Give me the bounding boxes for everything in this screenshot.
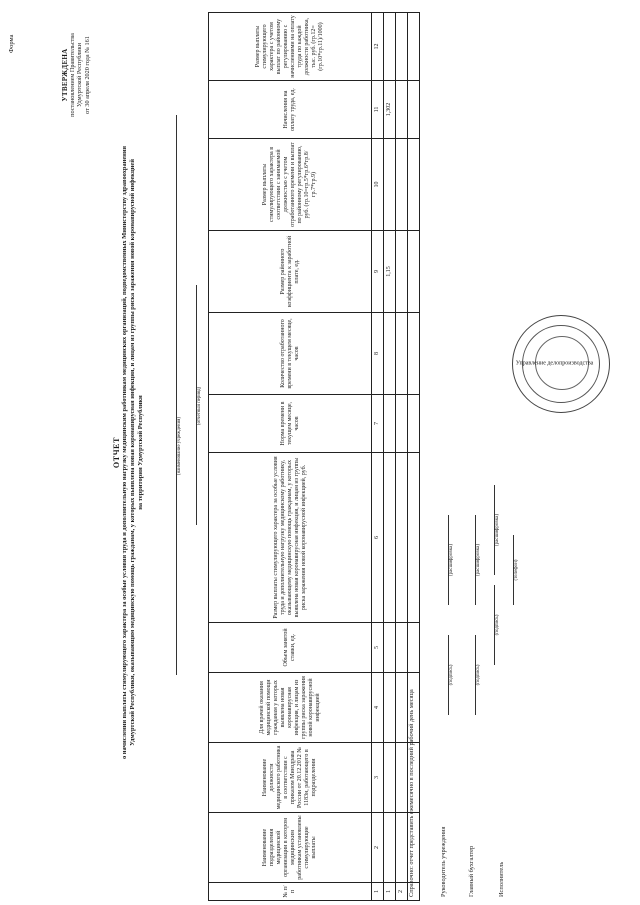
table-cell	[408, 13, 420, 81]
approval-line-3: от 30 апреля 2020 года № 161	[83, 36, 91, 114]
approval-title: УТВЕРЖДЕНА	[61, 48, 69, 102]
table-cell	[396, 81, 408, 139]
signature-caption: (расшифровка)	[476, 544, 481, 576]
table-cell: 2	[396, 883, 408, 901]
approval-block	[62, 5, 91, 145]
table-header-cell: Размер районного коэффициента к заработной плате, ед.	[209, 231, 372, 313]
table-row	[384, 13, 396, 901]
table-header-cell: Размер выплаты стимулирующего характера в соответствии с занимаемой должностью с учетом отработанного времени и выплат по районному регулированию, руб. (гр.10=гр.5*гр.6*гр.8/гр.7*гр.9)	[209, 139, 372, 231]
table-cell: 1,302	[384, 81, 396, 139]
table-cell	[408, 81, 420, 139]
table-cell	[384, 453, 396, 623]
table-cell: 1	[384, 883, 396, 901]
footnote: Справочно: отчет представить ежемесячно в последний рабочий день месяца	[408, 689, 415, 897]
table-cell	[384, 813, 396, 883]
table-cell	[384, 395, 396, 453]
table-cell	[384, 313, 396, 395]
table-header-cell: Размер выплаты стимулирующего характера за особые условия труда и дополнительную нагрузку медицинскому работнику, оказывающему медицинскую помощь гражданам, у которых выявлена новая коронавирусная инфекция, и лицам из группы риска заражения новой коронавирусной инфекцией, руб.	[209, 453, 372, 623]
column-number: 2	[372, 813, 384, 883]
column-number: 1	[372, 883, 384, 901]
column-number: 5	[372, 623, 384, 673]
report-subtitle-3: на территории Удмуртской Республики	[137, 395, 144, 510]
table-cell	[384, 623, 396, 673]
table-header-cell: Наименование должности медицинского работника в соответствии с приказом Минздрава России от 20.12.2012 № 1183н, работающего в подразделении	[209, 743, 372, 813]
approval-line-1: постановлением Правительства	[69, 33, 77, 117]
report-title-block	[112, 40, 145, 865]
column-number: 9	[372, 231, 384, 313]
table-cell	[396, 395, 408, 453]
table-cell: 1,15	[384, 231, 396, 313]
org-name-line	[175, 115, 177, 675]
table-cell	[396, 13, 408, 81]
table-header-cell: Объем занятой ставки, ед.	[209, 623, 372, 673]
column-number: 6	[372, 453, 384, 623]
table-row	[396, 13, 408, 901]
table-header-cell: Для врачей оказания медицинской помощи гражданам у которых выявлена новая коронавирусная инфекция, и лицам из группы риска заражения новой коронавирусной инфекцией	[209, 673, 372, 743]
official-stamp	[512, 315, 610, 413]
report-title: ОТЧЕТ	[112, 436, 121, 469]
signature-role-head: Руководитель учреждения	[440, 826, 447, 897]
signature-caption: (расшифровка)	[449, 544, 454, 576]
table-cell	[396, 623, 408, 673]
table-cell	[384, 13, 396, 81]
form-label: Форма	[8, 34, 15, 53]
table-cell	[384, 673, 396, 743]
column-number: 4	[372, 673, 384, 743]
table-cell	[408, 231, 420, 313]
table-header-cell: Начисления на оплату труда, ед.	[209, 81, 372, 139]
report-subtitle-2: Удмуртской Республики, оказывающим медицинскую помощь гражданам, у которых выявлена новая коронавирусная инфекция, и лицам из группы риска заражения новой коронавирусной инфекцией	[129, 159, 136, 746]
table-header-cell: Норма времени в текущем месяце, часов	[209, 395, 372, 453]
period-caption: (отчетный период)	[197, 386, 202, 425]
table-header-row	[209, 13, 372, 901]
table-cell	[408, 313, 420, 395]
table-number-row	[372, 13, 384, 901]
approval-line-2: Удмуртской Республики	[76, 43, 84, 107]
table-cell	[396, 139, 408, 231]
column-number: 7	[372, 395, 384, 453]
signature-role-accountant: Главный бухгалтер	[468, 845, 475, 897]
table-cell	[384, 743, 396, 813]
report-table	[208, 12, 420, 901]
table-header-cell: Размер выплаты стимулирующего характера с учетом выплат по районному регулированию с начислениями на оплату труда по каждой должности работника, тыс. руб. (гр.12= (гр.10*гр.11)/1000)	[209, 13, 372, 81]
signature-role-executor: Исполнитель	[498, 861, 505, 897]
column-number: 10	[372, 139, 384, 231]
column-number: 11	[372, 81, 384, 139]
table-cell	[408, 623, 420, 673]
table-cell	[396, 231, 408, 313]
table-cell	[396, 743, 408, 813]
table-cell	[408, 139, 420, 231]
column-number: 3	[372, 743, 384, 813]
table-cell	[396, 313, 408, 395]
table-cell	[396, 673, 408, 743]
table-cell	[408, 395, 420, 453]
signature-caption: (подпись)	[495, 614, 500, 636]
table-cell	[384, 139, 396, 231]
table-header-cell: № п/п	[209, 883, 372, 901]
report-subtitle-1: о начислении выплаты стимулирующего характера за особые условия труда и дополнительную нагрузку медицинским работникам медицинских организаций, подведомственных Министерству здравоохранения	[121, 146, 128, 759]
table-cell	[408, 453, 420, 623]
table-header-cell: Количество отработанного времени в текущем месяце, часов	[209, 313, 372, 395]
table-header-cell: Наименование подразделения медицинской организации в котором медицинским работникам установлены стимулирующие выплаты	[209, 813, 372, 883]
signature-caption: (подпись)	[449, 664, 454, 686]
signature-caption: (телефон)	[514, 559, 519, 581]
org-caption: (наименование учреждения)	[177, 417, 182, 475]
signature-caption: (расшифровка)	[495, 514, 500, 546]
column-number: 8	[372, 313, 384, 395]
signature-caption: (подпись)	[476, 664, 481, 686]
table-cell	[396, 813, 408, 883]
table-cell	[396, 453, 408, 623]
stamp-text: Управление делопроизводства	[515, 360, 594, 367]
column-number: 12	[372, 13, 384, 81]
